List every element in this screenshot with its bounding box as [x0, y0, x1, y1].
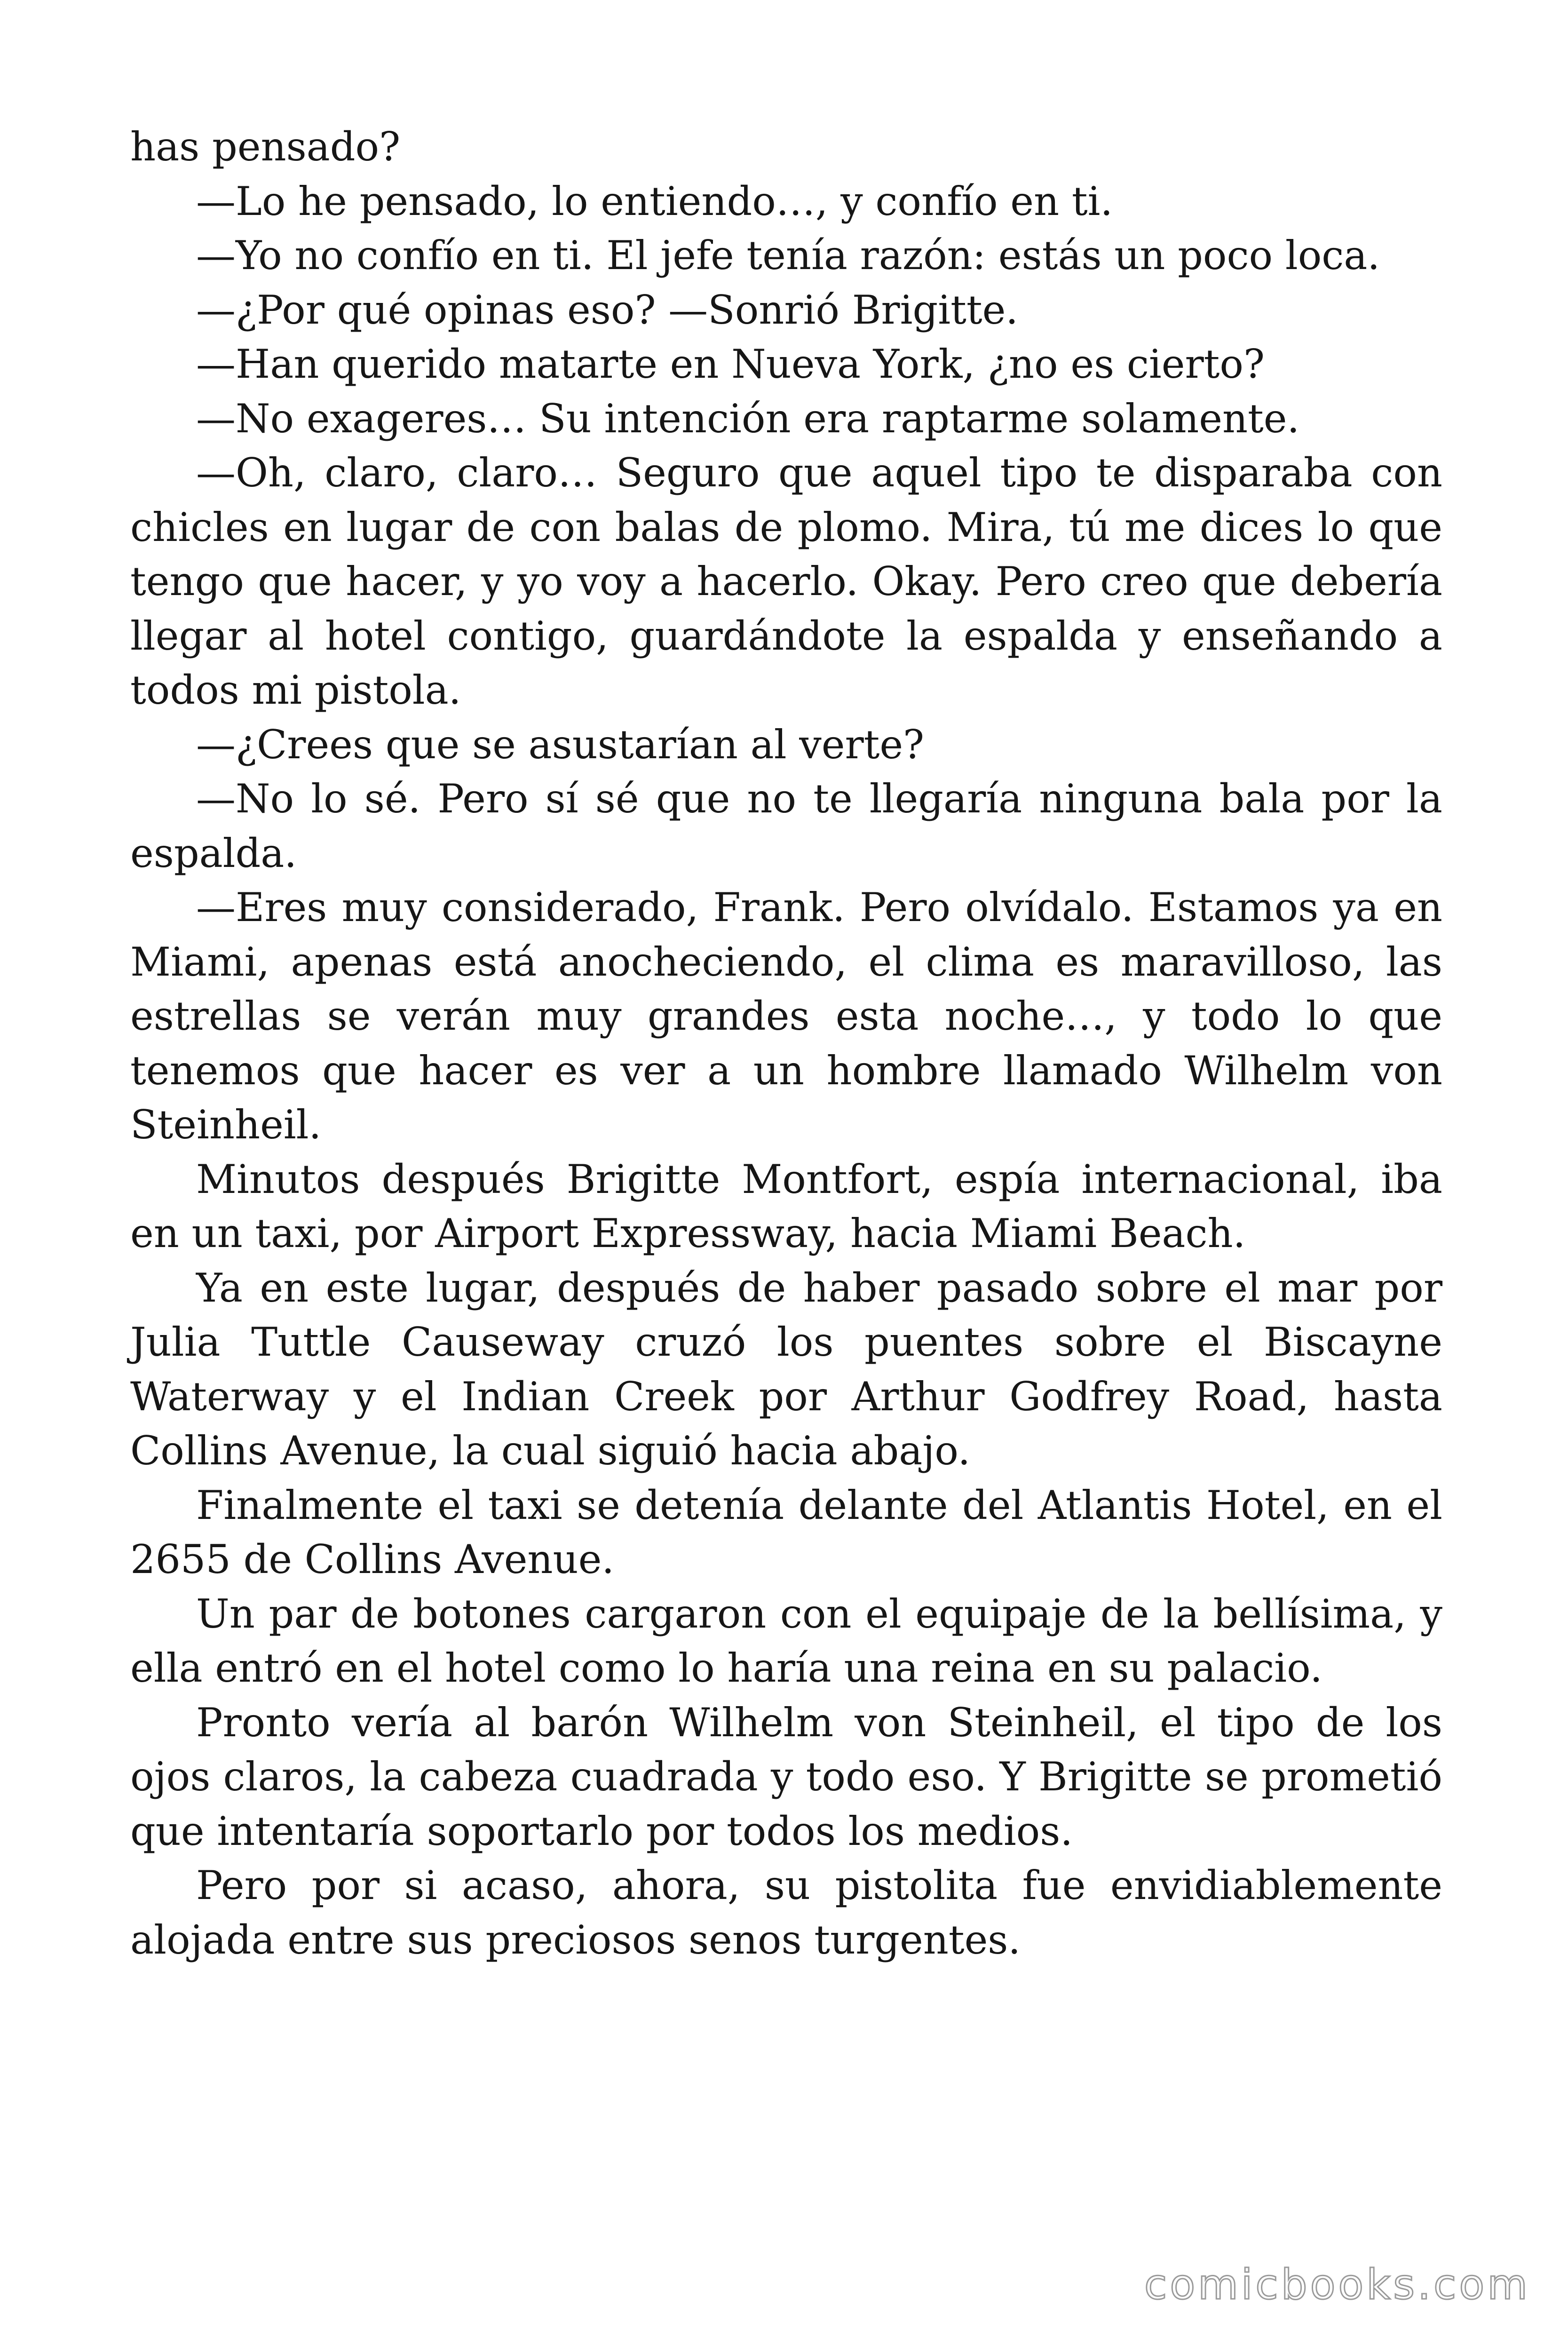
paragraph: Minutos después Brigitte Montfort, espía internacional, iba en un taxi, por Airport Expressway, hacia Miami Beach.: [130, 1156, 1442, 1256]
paragraph: —¿Crees que se asustarían al verte?: [196, 721, 925, 768]
paragraph: —Oh, claro, claro… Seguro que aquel tipo te disparaba con chicles en lugar de con balas de plomo. Mira, tú me dices lo que tengo que hacer, y yo voy a hacerlo. Okay. Pero creo que debería llegar al hotel contigo, guardándote la espalda y enseñando a todos mi pistola.: [130, 450, 1442, 713]
paragraph: Pronto vería al barón Wilhelm von Steinheil, el tipo de los ojos claros, la cabeza cuadrada y todo eso. Y Brigitte se prometió que intentaría soportarlo por todos los medios.: [130, 1699, 1442, 1854]
paragraph: Finalmente el taxi se detenía delante del Atlantis Hotel, en el 2655 de Collins Avenue.: [130, 1482, 1442, 1582]
paragraph: Pero por si acaso, ahora, su pistolita fue envidiablemente alojada entre sus preciosos senos turgentes.: [130, 1862, 1442, 1963]
paragraph: —Han querido matarte en Nueva York, ¿no es cierto?: [196, 341, 1265, 387]
paragraph: —No lo sé. Pero sí sé que no te llegaría ninguna bala por la espalda.: [130, 776, 1442, 876]
paragraph: —¿Por qué opinas eso? —Sonrió Brigitte.: [196, 286, 1019, 333]
paragraph: —No exageres… Su intención era raptarme solamente.: [196, 395, 1300, 442]
paragraph: —Lo he pensado, lo entiendo…, y confío en ti.: [196, 178, 1113, 224]
paragraph: —Eres muy considerado, Frank. Pero olvídalo. Estamos ya en Miami, apenas está anocheciendo, el clima es maravilloso, las estrellas se verán muy grandes esta noche…, y todo lo que tenemos que hacer es ver a un hombre llamado Wilhelm von Steinheil.: [130, 884, 1442, 1148]
paragraph: —Yo no confío en ti. El jefe tenía razón: estás un poco loca.: [196, 232, 1380, 278]
paragraph: Un par de botones cargaron con el equipaje de la bellísima, y ella entró en el hotel como lo haría una reina en su palacio.: [130, 1590, 1442, 1691]
paragraph: Ya en este lugar, después de haber pasado sobre el mar por Julia Tuttle Causeway cruzó los puentes sobre el Biscayne Waterway y el Indian Creek por Arthur Godfrey Road, hasta Collins Avenue, la cual siguió hacia abajo.: [130, 1264, 1442, 1474]
body-text: [130, 120, 1442, 1967]
watermark: comicbooks.com: [1144, 2260, 1530, 2309]
paragraph-continuation: has pensado?: [130, 124, 401, 170]
